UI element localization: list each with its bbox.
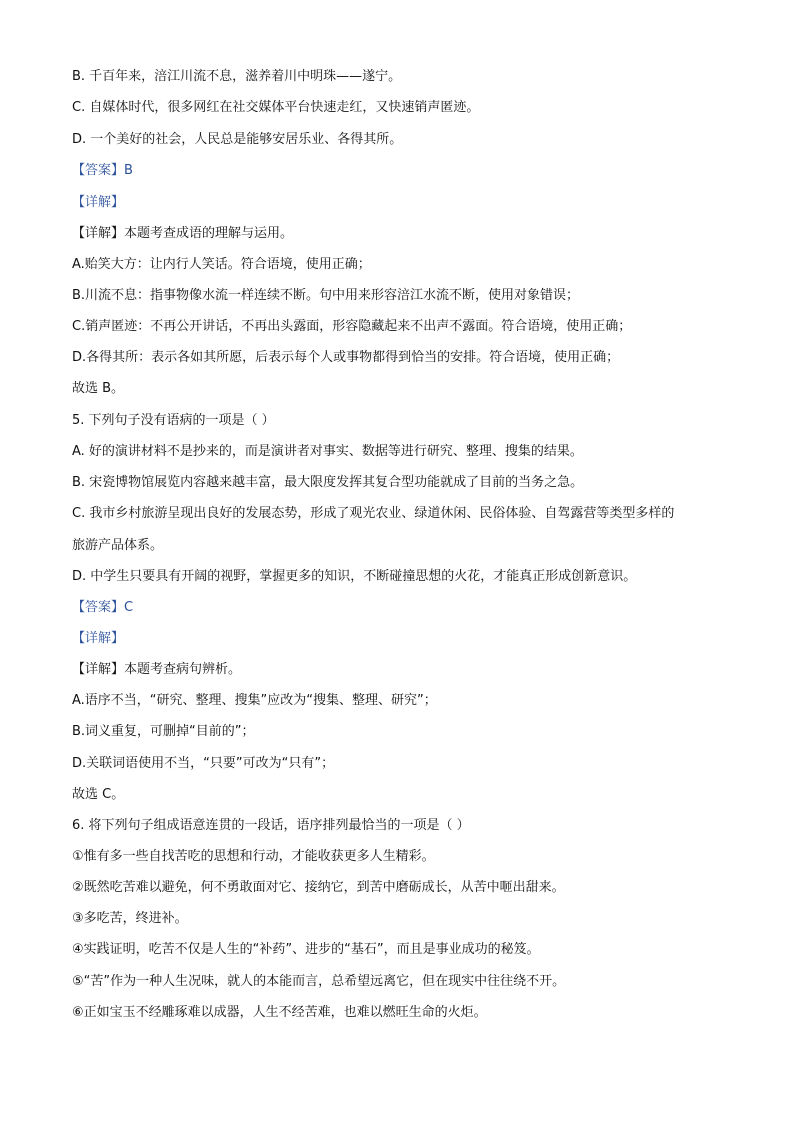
question-6-stem: 6. 将下列句子组成语意连贯的一段话，语序排列最恰当的一项是（ ） [72, 818, 470, 833]
q5-option-a: A. 好的演讲材料不是抄来的，而是演讲者对事实、数据等进行研究、整理、搜集的结果。 [72, 444, 583, 459]
question-5-stem: 5. 下列句子没有语病的一项是（ ） [72, 413, 275, 428]
q5-explanation-d: D.关联词语使用不当，“只要”可改为“只有”； [72, 756, 335, 771]
q5-option-c: C. 我市乡村旅游呈现出良好的发展态势，形成了观光农业、绿道休闲、民俗体验、自驾露营等类型多样的 [72, 506, 675, 521]
option-b-line: B. 千百年来，涪江川流不息，滋养着川中明珠——遂宁。 [72, 69, 402, 84]
q5-explanation-a: A.语序不当，“研究、整理、搜集”应改为“搜集、整理、研究”； [72, 693, 437, 708]
q6-sentence-4: ④实践证明，吃苦不仅是人生的“补药”、进步的“基石”，而且是事业成功的秘笈。 [72, 942, 540, 957]
q5-explanation-b: B.词义重复，可删掉“目前的”； [72, 724, 255, 739]
explanation-b: B.川流不息：指事物像水流一样连续不断。句中用来形容涪江水流不断，使用对象错误； [72, 288, 580, 303]
q6-sentence-5: ⑤“苦”作为一种人生况味，就人的本能而言，总希望远离它，但在现实中往往绕不开。 [72, 974, 566, 989]
q6-sentence-3: ③多吃苦，终进补。 [72, 911, 188, 926]
q5-option-c-continued: 旅游产品体系。 [72, 538, 164, 553]
q6-sentence-6: ⑥正如宝玉不经雕琢难以成器，人生不经苦难，也难以燃旺生命的火炬。 [72, 1005, 487, 1020]
option-d-line: D. 一个美好的社会，人民总是能够安居乐业、各得其所。 [72, 132, 403, 147]
q6-sentence-1: ①惟有多一些自找苦吃的思想和行动，才能收获更多人生精彩。 [72, 849, 435, 864]
q5-explanation-heading: 【详解】 [72, 631, 125, 646]
explanation-heading: 【详解】 [72, 195, 125, 210]
q6-sentence-2: ②既然吃苦难以避免，何不勇敢面对它、接纳它，到苦中磨砺成长，从苦中咂出甜来。 [72, 880, 565, 895]
conclusion: 故选 B。 [72, 381, 125, 396]
answer-label: 【答案】B [72, 163, 133, 178]
q5-option-b: B. 宋瓷博物馆展览内容越来越丰富，最大限度发挥其复合型功能就成了目前的当务之急。 [72, 475, 584, 490]
q5-option-d: D. 中学生只要具有开阔的视野，掌握更多的知识，不断碰撞思想的火花，才能真正形成创新意识。 [72, 569, 637, 584]
q5-explanation-intro: 【详解】本题考查病句辨析。 [72, 662, 242, 677]
explanation-a: A.贻笑大方：让内行人笑话。符合语境，使用正确； [72, 257, 371, 272]
explanation-d: D.各得其所：表示各如其所愿，后表示每个人或事物都得到恰当的安排。符合语境，使用正确； [72, 350, 620, 365]
explanation-c: C.销声匿迹：不再公开讲话，不再出头露面，形容隐藏起来不出声不露面。符合语境，使用正确； [72, 319, 632, 334]
explanation-intro: 【详解】本题考查成语的理解与运用。 [72, 226, 294, 241]
q5-conclusion: 故选 C。 [72, 787, 125, 802]
option-c-line: C. 自媒体时代，很多网红在社交媒体平台快速走红，又快速销声匿迹。 [72, 100, 480, 115]
q5-answer-label: 【答案】C [72, 600, 134, 615]
